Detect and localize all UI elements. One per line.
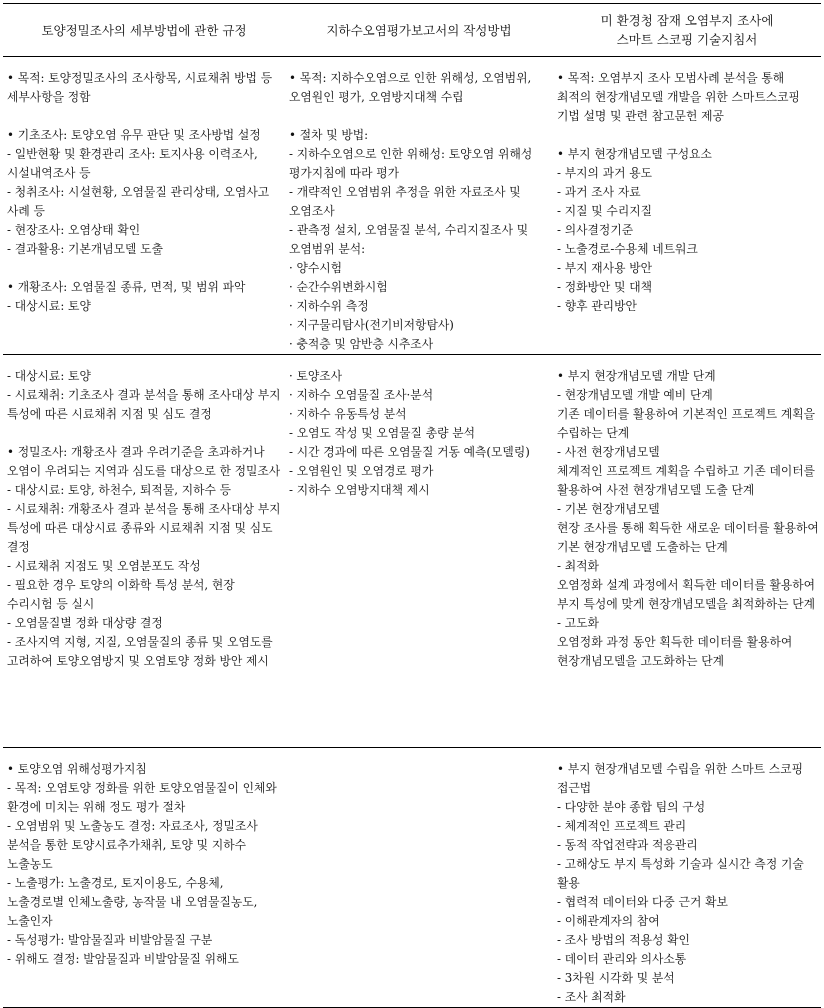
cell-line: • 토양오염 위해성평가지침 bbox=[7, 762, 147, 776]
cell-line: 기존 데이터를 활용하여 기본적인 프로젝트 계획을 수립하는 단계 bbox=[557, 407, 816, 440]
cell-line: - 지하수 오염방지대책 제시 bbox=[289, 483, 430, 497]
cell-line: - 부지의 과거 용도 bbox=[557, 166, 653, 180]
cell-line: 오염정화 설계 과정에서 획득한 데이터를 활용하여 부지 특성에 맞게 현장개념모델을 최적화하는 단계 bbox=[557, 578, 816, 611]
spacer bbox=[289, 107, 551, 126]
table-cell bbox=[3, 57, 285, 355]
cell-line: - 오염범위 및 노출농도 결정: 자료조사, 정밀조사 분석을 통한 토양시료추가채취, 토양 및 지하수 노출농도 bbox=[7, 819, 258, 871]
cell-line: · 순간수위변화시험 bbox=[289, 280, 388, 294]
table-row bbox=[3, 355, 821, 748]
cell-line: - 현장조사: 오염상태 확인 bbox=[7, 223, 141, 237]
table-cell bbox=[3, 748, 285, 1008]
cell-line: • 목적: 오염부지 조사 모범사례 분석을 통해 최적의 현장개념모델 개발을 위한 스마트스코핑 기법 설명 및 관련 참고문헌 제공 bbox=[557, 71, 800, 123]
comparison-table bbox=[3, 3, 821, 1008]
cell-line: - 동적 작업전략과 적응관리 bbox=[557, 838, 698, 852]
cell-line: - 시료채취: 기초조사 결과 분석을 통해 조사대상 부지 특성에 따른 시료채취 지점 및 심도 결정 bbox=[7, 388, 281, 421]
table-cell bbox=[285, 57, 553, 355]
cell-line: - 현장개념모델 개발 예비 단계 bbox=[557, 388, 713, 402]
cell-line: · 지하수 오염물질 조사·분석 bbox=[289, 388, 434, 402]
cell-line: · 지하수위 측정 bbox=[289, 299, 369, 313]
cell-line: - 이해관계자의 참여 bbox=[557, 914, 660, 928]
cell-line: • 목적: 지하수오염으로 인한 위해성, 오염범위, 오염원인 평가, 오염방지대책 수립 bbox=[289, 71, 532, 104]
cell-line: - 다양한 분야 종합 팀의 구성 bbox=[557, 800, 706, 814]
cell-line: - 조사 방법의 적용성 확인 bbox=[557, 933, 690, 947]
cell-line: - 의사결정기준 bbox=[557, 223, 634, 237]
table-cell bbox=[285, 748, 553, 1008]
cell-line: - 결과활용: 기본개념모델 도출 bbox=[7, 242, 163, 256]
header-row bbox=[3, 4, 821, 57]
cell-line: - 데이터 관리와 의사소통 bbox=[557, 952, 687, 966]
cell-line: - 정화방안 및 대책 bbox=[557, 280, 653, 294]
spacer bbox=[7, 259, 283, 278]
table-row bbox=[3, 748, 821, 1008]
cell-line: - 3차원 시각화 및 분석 bbox=[557, 971, 675, 985]
cell-line: · 충적층 및 암반층 시추조사 bbox=[289, 337, 434, 351]
cell-line: 오염정화 과정 동안 획득한 데이터를 활용하여 현장개념모델을 고도화하는 단계 bbox=[557, 635, 793, 668]
cell-line: · 양수시험 bbox=[289, 261, 343, 275]
cell-line: - 시료채취 지점도 및 오염분포도 작성 bbox=[7, 559, 201, 573]
spacer bbox=[7, 424, 283, 443]
table-cell bbox=[553, 355, 821, 748]
cell-line: - 독성평가: 발암물질과 비발암물질 구분 bbox=[7, 933, 213, 947]
cell-line: - 오염원인 및 오염경로 평가 bbox=[289, 464, 434, 478]
cell-line: - 오염물질별 정화 대상량 결정 bbox=[7, 616, 163, 630]
cell-line: - 향후 관리방안 bbox=[557, 299, 637, 313]
cell-line: - 협력적 데이터와 다중 근거 확보 bbox=[557, 895, 728, 909]
cell-line: • 절차 및 방법: bbox=[289, 128, 369, 142]
cell-line: • 개황조사: 오염물질 종류, 면적, 및 범위 파악 bbox=[7, 280, 246, 294]
cell-line: • 목적: 토양정밀조사의 조사항목, 시료채취 방법 등 세부사항을 정함 bbox=[7, 71, 273, 104]
header-us-epa-smart-scoping: 미 환경청 잠재 오염부지 조사에 스마트 스코핑 기술지침서 bbox=[553, 4, 821, 57]
cell-line: • 부지 현장개념모델 구성요소 bbox=[557, 147, 712, 161]
cell-line: - 지질 및 수리지질 bbox=[557, 204, 653, 218]
table-cell bbox=[285, 355, 553, 748]
cell-line: - 노출경로-수용체 네트워크 bbox=[557, 242, 698, 256]
cell-line: - 대상시료: 토양 bbox=[7, 369, 91, 383]
spacer bbox=[7, 107, 283, 126]
cell-line: - 기본 현장개념모델 bbox=[557, 502, 660, 516]
cell-line: - 대상시료: 토양, 하천수, 퇴적물, 지하수 등 bbox=[7, 483, 232, 497]
cell-line: - 위해도 결정: 발암물질과 비발암물질 위해도 bbox=[7, 952, 239, 966]
cell-line: - 체계적인 프로젝트 관리 bbox=[557, 819, 687, 833]
cell-line: - 조사지역 지형, 지질, 오염물질의 종류 및 오염도를 고려하여 토양오염방지 및 오염토양 정화 방안 제시 bbox=[7, 635, 273, 668]
cell-line: - 개략적인 오염범위 추정을 위한 자료조사 및 오염조사 bbox=[289, 185, 521, 218]
header-soil-survey-regulation: 토양정밀조사의 세부방법에 관한 규정 bbox=[3, 4, 285, 57]
cell-line: - 오염도 작성 및 오염물질 총량 분석 bbox=[289, 426, 476, 440]
cell-line: - 관측정 설치, 오염물질 분석, 수리지질조사 및 오염범위 분석: bbox=[289, 223, 529, 256]
cell-line: - 고해상도 부지 특성화 기술과 실시간 측정 기술 활용 bbox=[557, 857, 804, 890]
cell-line: - 대상시료: 토양 bbox=[7, 299, 91, 313]
cell-line: 체계적인 프로젝트 계획을 수립하고 기존 데이터를 활용하여 사전 현장개념모델 도출 단계 bbox=[557, 464, 816, 497]
cell-line: · 지하수 유동특성 분석 bbox=[289, 407, 407, 421]
cell-line: - 사전 현장개념모델 bbox=[557, 445, 660, 459]
cell-line: - 시료채취: 개황조사 결과 분석을 통해 조사대상 부지 특성에 따른 대상시료 종류와 시료채취 지점 및 심도 결정 bbox=[7, 502, 281, 554]
cell-line: - 필요한 경우 토양의 이화학 특성 분석, 현장 수리시험 등 실시 bbox=[7, 578, 235, 611]
table-cell bbox=[553, 57, 821, 355]
cell-line: - 일반현황 및 환경관리 조사: 토지사용 이력조사, 시설내역조사 등 bbox=[7, 147, 258, 180]
spacer bbox=[557, 126, 819, 145]
header-groundwater-report-method: 지하수오염평가보고서의 작성방법 bbox=[285, 4, 553, 57]
cell-line: · 토양조사 bbox=[289, 369, 343, 383]
cell-line: - 조사 최적화 bbox=[557, 990, 626, 1004]
cell-line: · 지구물리탐사(전기비저항탐사) bbox=[289, 318, 454, 332]
cell-line: 현장 조사를 통해 획득한 새로운 데이터를 활용하여 기본 현장개념모델 도출하는 단계 bbox=[557, 521, 819, 554]
table-cell bbox=[553, 748, 821, 1008]
cell-line: - 고도화 bbox=[557, 616, 599, 630]
cell-line: - 시간 경과에 따른 오염물질 거동 예측(모델링) bbox=[289, 445, 530, 459]
cell-line: - 목적: 오염토양 정화를 위한 토양오염물질이 인체와 환경에 미치는 위해 정도 평가 절차 bbox=[7, 781, 277, 814]
cell-line: - 부지 재사용 방안 bbox=[557, 261, 653, 275]
cell-line: - 지하수오염으로 인한 위해성: 토양오염 위해성 평가지침에 따라 평가 bbox=[289, 147, 533, 180]
cell-line: - 과거 조사 자료 bbox=[557, 185, 641, 199]
cell-line: - 최적화 bbox=[557, 559, 599, 573]
cell-line: • 부지 현장개념모델 개발 단계 bbox=[557, 369, 716, 383]
table-cell bbox=[3, 355, 285, 748]
table-row bbox=[3, 57, 821, 355]
cell-line: • 정밀조사: 개황조사 결과 우려기준을 초과하거나 오염이 우려되는 지역과 심도를 대상으로 한 정밀조사 bbox=[7, 445, 281, 478]
cell-line: - 노출평가: 노출경로, 토지이용도, 수용체, 노출경로별 인체노출량, 농작물 내 오염물질농도, 노출인자 bbox=[7, 876, 258, 928]
cell-line: - 청취조사: 시설현황, 오염물질 관리상태, 오염사고 사례 등 bbox=[7, 185, 270, 218]
cell-line: • 부지 현장개념모델 수립을 위한 스마트 스코핑 접근법 bbox=[557, 762, 803, 795]
cell-line: • 기초조사: 토양오염 유무 판단 및 조사방법 설정 bbox=[7, 128, 261, 142]
